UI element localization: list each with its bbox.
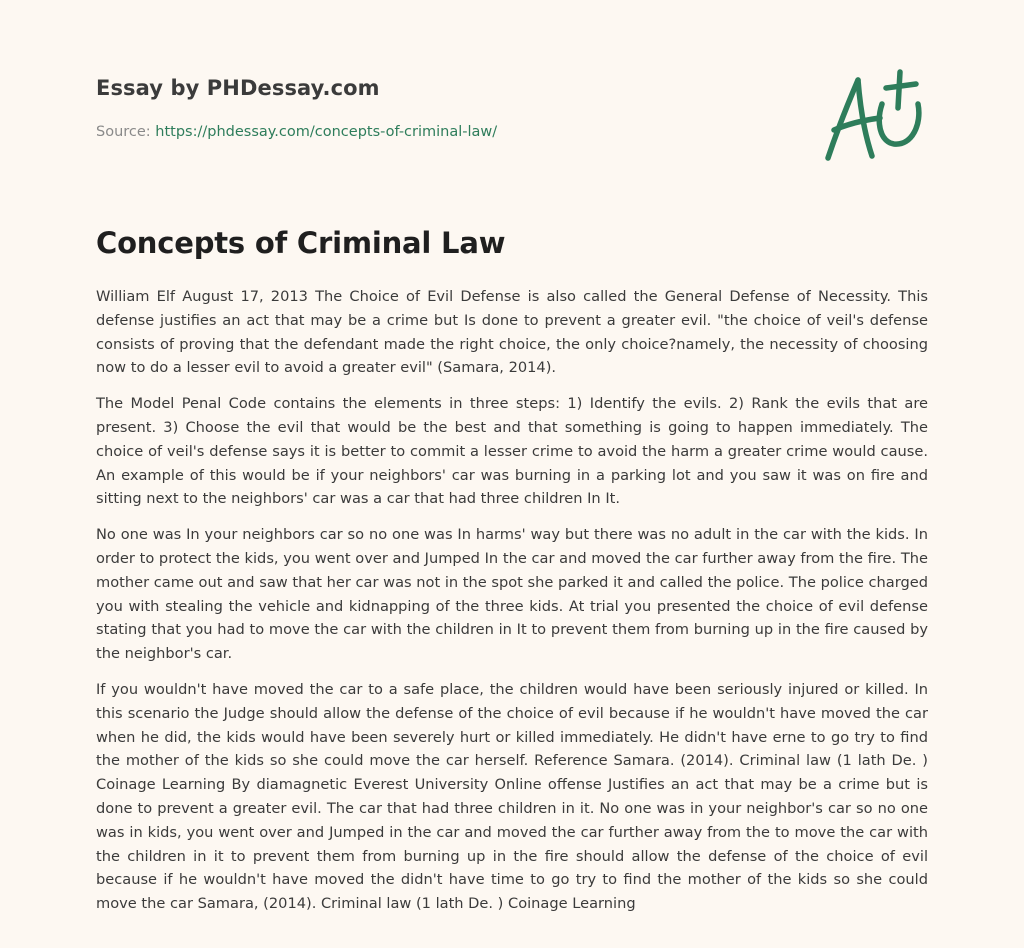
a-plus-logo-icon	[820, 66, 930, 166]
source-line	[96, 124, 796, 140]
essay-paragraph: William Elf August 17, 2013 The Choice of Evil Defense is also called the General Defense of Necessity. This defense justifies an act that may be a crime but Is done to prevent a greater evil. "the choice of veil's defense consists of proving that the defendant made the right choice, the only choice?namely, the necessity of choosing now to do a lesser evil to avoid a greater evil" (Samara, 2014).	[96, 288, 928, 377]
page-header	[96, 76, 796, 140]
essay-title: Concepts of Criminal Law	[96, 226, 506, 260]
essay-body	[96, 285, 928, 928]
essay-paragraph: The Model Penal Code contains the elements in three steps: 1) Identify the evils. 2) Rank the evils that are present. 3) Choose the evil that would be the best and that something is going to happen immediately. The choice of veil's defense says it is better to commit a lesser crime to avoid the harm a greater crime would cause. An example of this would be if your neighbors' car was burning in a parking lot and you saw it was on fire and sitting next to the neighbors' car was a car that had three children In It.	[96, 395, 928, 508]
site-brand: Essay by PHDessay.com	[96, 76, 380, 100]
source-label: Source:	[96, 124, 151, 140]
essay-paragraph: If you wouldn't have moved the car to a safe place, the children would have been seriously injured or killed. In this scenario the Judge should allow the defense of the choice of evil because if he wouldn't have moved the car when he did, the kids would have been severely hurt or killed immediately. He didn't have erne to go try to find the mother of the kids so she could move the car herself. Reference Samara. (2014). Criminal law (1 lath De. ) Coinage Learning By diamagnetic Everest University Online offense Justifies an act that may be a crime but is done to prevent a greater evil. The car that had three children in it. No one was in your neighbor's car so no one was in kids, you went over and Jumped in the car and moved the car further away from the to move the car with the children in it to prevent them from burning up in the fire should allow the defense of the choice of evil because if he wouldn't have moved the didn't have time to go try to find the mother of the kids so she could move the car Samara, (2014). Criminal law (1 lath De. ) Coinage Learning	[96, 680, 928, 913]
source-link[interactable]: https://phdessay.com/concepts-of-criminal-law/	[155, 124, 498, 140]
essay-paragraph: No one was In your neighbors car so no one was In harms' way but there was no adult in the car with the kids. In order to protect the kids, you went over and Jumped In the car and moved the car further away from the fire. The mother came out and saw that her car was not in the spot she parked it and called the police. The police charged you with stealing the vehicle and kidnapping of the three kids. At trial you presented the choice of evil defense stating that you had to move the car with the children in It to prevent them from burning up in the fire caused by the neighbor's car.	[96, 526, 928, 663]
